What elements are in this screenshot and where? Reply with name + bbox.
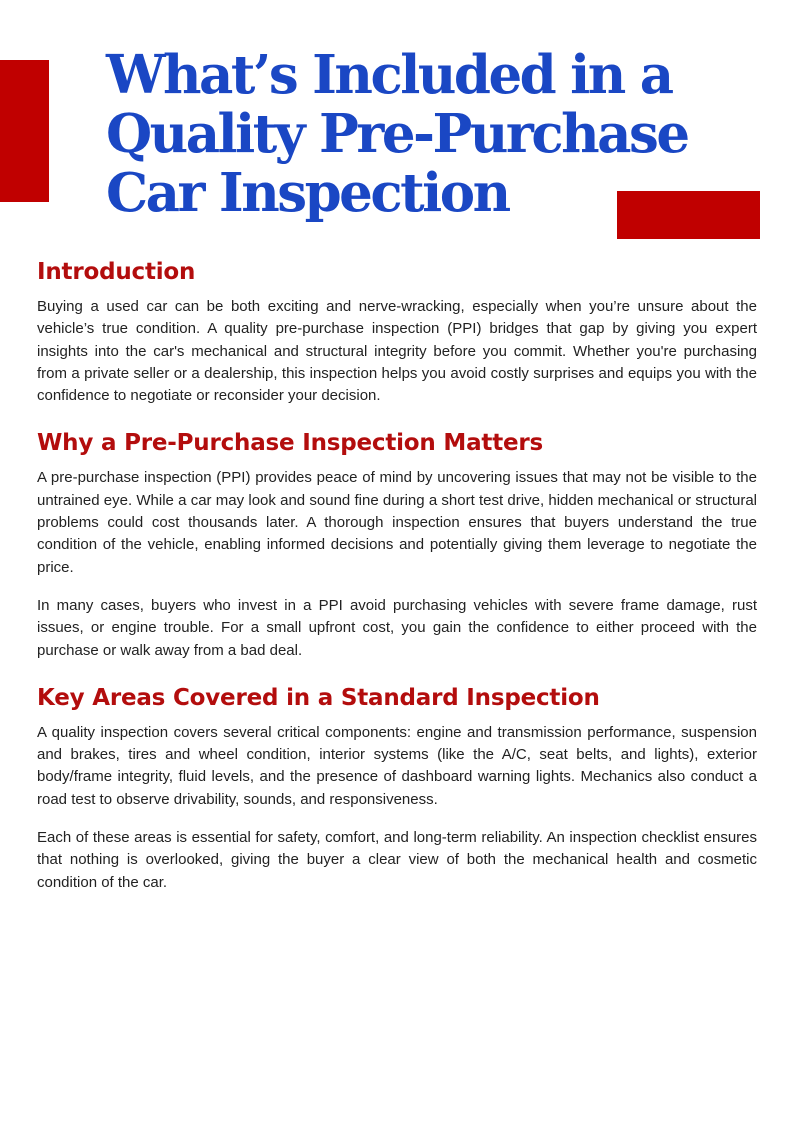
section-key-areas [37, 680, 757, 894]
section-introduction [37, 254, 757, 407]
page-title-line-1: What’s Included in a [106, 44, 672, 106]
article-body [37, 254, 757, 894]
decorative-red-block-left [0, 60, 49, 202]
page-title-line-3: Car Inspection [106, 162, 509, 224]
section-why-inspection-matters [37, 425, 757, 661]
page-title [106, 46, 746, 223]
paragraph-why-inspection-matters-1: A pre-purchase inspection (PPI) provides peace of mind by uncovering issues that may not be visible to the untrained eye. While a car may look and sound fine during a short test drive, hidden mechanical or structural problems could cost thousands later. A thorough inspection ensures that buyers understand the true condition of the vehicle, enabling informed decisions and potentially giving them leverage to negotiate the price. [37, 469, 757, 576]
paragraph-key-areas-2: Each of these areas is essential for safety, comfort, and long-term reliability. An inspection checklist ensures that nothing is overlooked, giving the buyer a clear view of both the mechanical health and cosmetic condition of the car. [37, 829, 757, 891]
paragraph-introduction: Buying a used car can be both exciting and nerve-wracking, especially when you’re unsure about the vehicle’s true condition. A quality pre-purchase inspection (PPI) bridges that gap by giving you expert insights into the car's mechanical and structural integrity before you commit. Whether you're purchasing from a private seller or a dealership, this inspection helps you avoid costly surprises and equips you with the confidence to negotiate or reconsider your decision. [37, 298, 757, 405]
section-heading-key-areas: Key Areas Covered in a Standard Inspection [37, 684, 600, 711]
section-heading-why-inspection-matters: Why a Pre-Purchase Inspection Matters [37, 430, 544, 457]
page-title-line-2: Quality Pre-Purchase [106, 103, 688, 165]
paragraph-key-areas-1: A quality inspection covers several critical components: engine and transmission performance, suspension and brakes, tires and wheel condition, interior systems (like the A/C, seat belts, and lights), exterior body/frame integrity, fluid levels, and the presence of dashboard warning lights. Mechanics also conduct a road test to observe drivability, sounds, and responsiveness. [37, 723, 757, 808]
section-heading-introduction: Introduction [37, 259, 196, 285]
paragraph-why-inspection-matters-2: In many cases, buyers who invest in a PPI avoid purchasing vehicles with severe frame damage, rust issues, or engine trouble. For a small upfront cost, you gain the confidence to either proceed with the purchase or walk away from a bad deal. [37, 596, 757, 659]
